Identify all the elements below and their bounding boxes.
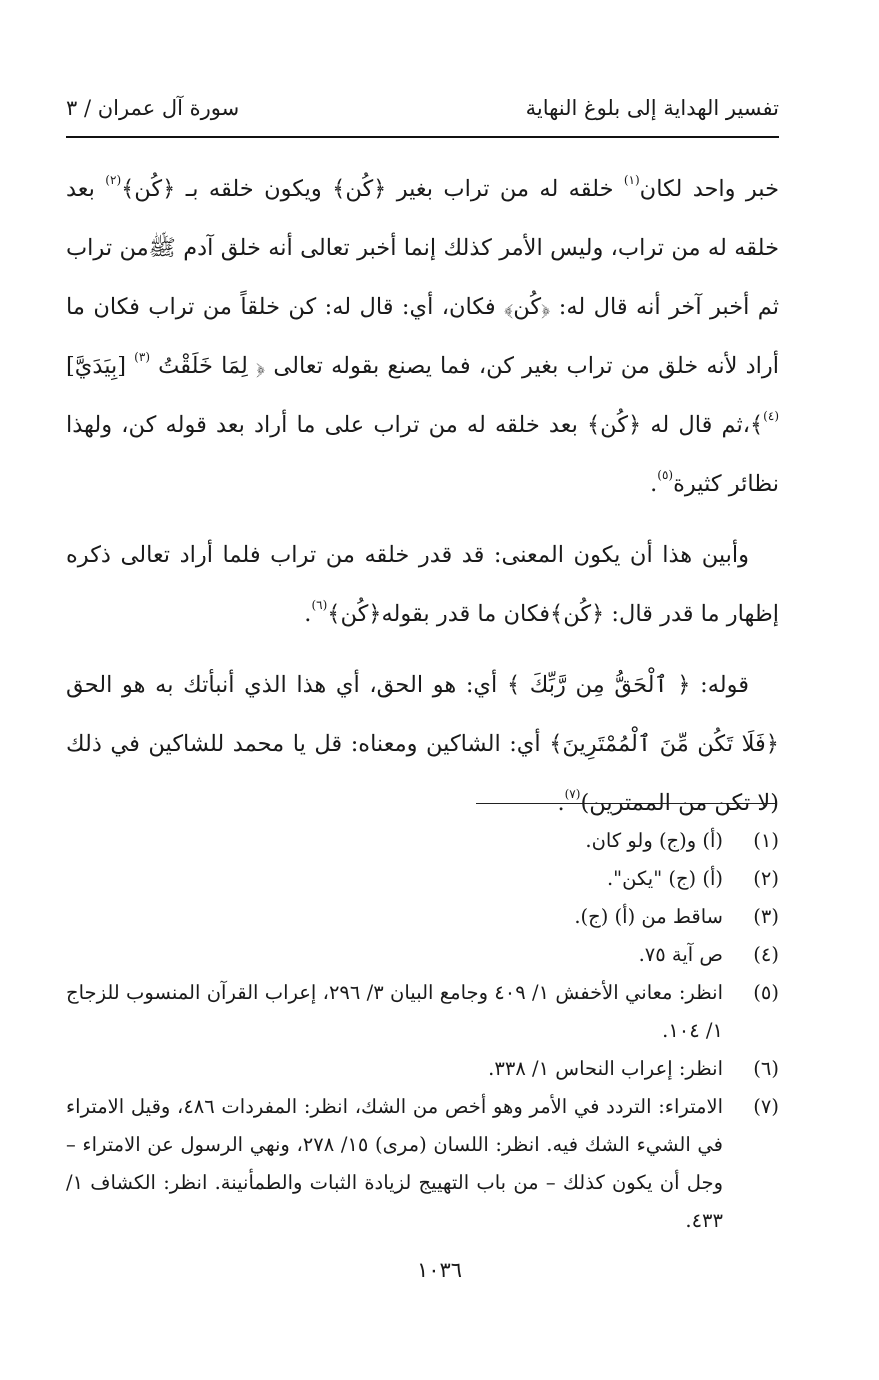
text-run: قوله: <box>690 672 750 698</box>
quranic-quote: ﴿ ٱلْحَقُّ مِن رَّبِّكَ ﴾ <box>506 672 691 698</box>
text-run: وأبين هذا أن يكون المعنى: قد قدر خلقه من تراب فلما أراد تعالى ذكره إظهار ما قدر قال: <box>66 542 779 627</box>
page-number: ١٠٣٦ <box>416 1258 463 1282</box>
footnote-number: (٤) <box>753 943 779 966</box>
quranic-quote: ﴿كُن﴾ <box>332 176 387 202</box>
footnote-3 <box>66 898 779 936</box>
quranic-quote: ﴿كُن﴾ <box>550 601 605 627</box>
footnote-text: (أ) (ج) "يكن". <box>606 867 723 890</box>
footnote-marker: (٢) <box>105 173 122 187</box>
footnote-number: (٧) <box>753 1095 779 1118</box>
footnote-marker: (٦) <box>311 598 328 612</box>
footnote-text: انظر: معاني الأخفش ١/ ٤٠٩ وجامع البيان ٣/ ٢٩٦، إعراب القرآن المنسوب للزجاج ١/ ١٠٤. <box>66 981 723 1042</box>
text-run: فكان، أي: قال له: كن خلقاً من تراب فكان ما أراد لأنه خلق من تراب بغير كن، فما يصنع بقوله تعالى <box>66 294 779 379</box>
quranic-quote: ﴿كُن﴾ <box>504 294 551 320</box>
quranic-quote: ﷺ <box>148 235 176 261</box>
text-run: أي: الشاكين ومعناه: قل يا محمد للشاكين في ذلك (لا تكن من الممترين) <box>66 731 779 816</box>
footnote-4 <box>66 936 779 974</box>
footnote-marker: (٧) <box>564 787 581 801</box>
main-text <box>66 160 779 833</box>
text-run: خبر واحد لكان <box>639 176 779 202</box>
text-run: ،ثم قال له <box>641 412 750 438</box>
running-header <box>66 86 779 138</box>
footnotes <box>66 822 779 1240</box>
footnote-text: (أ) و(ج) ولو كان. <box>585 829 723 852</box>
footnote-separator <box>476 803 777 804</box>
text-run: أي: هو الحق، أي هذا الذي أنبأتك به هو الحق <box>66 672 507 698</box>
paragraph-1 <box>66 160 779 514</box>
footnote-text: ساقط من (أ) (ج). <box>574 905 723 928</box>
quranic-quote: ﴿كُن﴾ <box>327 601 382 627</box>
text-run: ويكون خلقه بـ <box>175 176 333 202</box>
text-run: خلقه له من تراب بغير <box>386 176 624 202</box>
text-run: . <box>650 471 658 497</box>
paragraph-3 <box>66 656 779 833</box>
quranic-quote: [بِيَدَيَّ] <box>66 353 135 379</box>
text-run: بعد خلقه له من تراب، وليس الأمر كذلك إنما أخبر تعالى أنه خلق آدم <box>66 176 779 261</box>
footnote-2 <box>66 860 779 898</box>
footnote-marker: (٤) <box>763 409 779 423</box>
text-run: بعد خلقه له من تراب على ما أراد بعد قوله كن، ولهذا نظائر كثيرة <box>66 412 779 497</box>
quranic-quote: ﴿كُن﴾ <box>586 412 642 438</box>
text-run: . <box>304 601 312 627</box>
quranic-quote: ﴿ لِمَا خَلَقْتُ <box>150 353 266 379</box>
footnote-5 <box>66 974 779 1050</box>
quranic-quote: ﴾ <box>749 412 764 438</box>
footnote-text: انظر: إعراب النحاس ١/ ٣٣٨. <box>488 1057 723 1080</box>
footnote-text: الامتراء: التردد في الأمر وهو أخص من الشك، انظر: المفردات ٤٨٦، وقيل الامتراء في الشيء الشك فيه. انظر: اللسان (مرى) ١٥/ ٢٧٨، ونهي الرسول عن الامتراء – وجل أن يكون كذلك – من باب التهييج لزيادة الثبات والطمأنينة. انظر: الكشاف ١/ ٤٣٣. <box>66 1095 724 1232</box>
paragraph-2 <box>66 526 779 644</box>
footnote-number: (٥) <box>753 981 779 1004</box>
footnote-number: (٣) <box>753 905 779 928</box>
text-run: فكان ما قدر بقوله <box>381 601 551 627</box>
quranic-quote: ﴿كُن﴾ <box>121 176 176 202</box>
footnote-marker: (٥) <box>657 468 674 482</box>
surah-reference: سورة آل عمران / ٣ <box>66 96 240 120</box>
footnote-text: ص آية ٧٥. <box>638 943 723 966</box>
footnote-6 <box>66 1050 779 1088</box>
footnote-1 <box>66 822 779 860</box>
footnote-marker: (١) <box>623 173 640 187</box>
book-title: تفسير الهداية إلى بلوغ النهاية <box>525 96 779 120</box>
footnote-number: (١) <box>753 829 779 852</box>
footnote-7 <box>66 1088 779 1240</box>
quranic-quote: ﴿فَلَا تَكُن مِّنَ ٱلْمُمْتَرِينَ﴾ <box>549 731 779 757</box>
footnote-number: (٢) <box>753 867 779 890</box>
text-run: . <box>557 790 565 816</box>
footnote-marker: (٣) <box>134 350 150 364</box>
footnote-number: (٦) <box>753 1057 779 1080</box>
text-run: من تراب ثم أخبر آخر أنه قال له: <box>66 235 780 320</box>
